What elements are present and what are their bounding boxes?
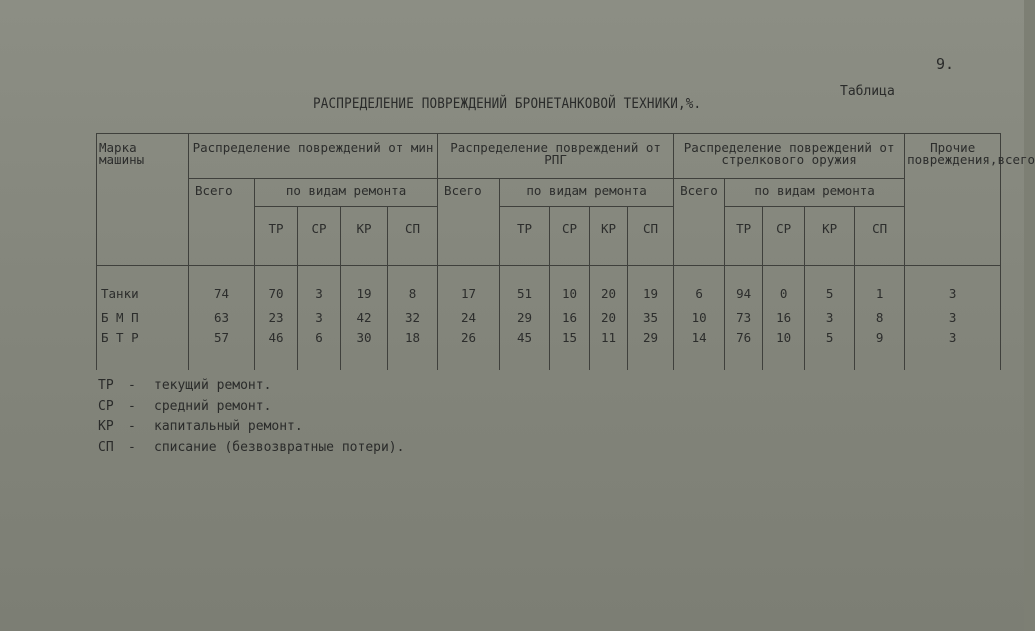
legend-dash: - xyxy=(128,378,136,393)
row-label-btr: Б Т Р xyxy=(97,328,189,370)
header-rpg-sp: СП xyxy=(628,207,674,266)
header-rpg-tr: ТР xyxy=(500,207,550,266)
table-cell: 35 xyxy=(628,306,674,328)
legend-item xyxy=(98,376,404,397)
legend-text: списание (безвозвратные потери). xyxy=(154,439,405,455)
header-rpg-by-type: по видам ремонта xyxy=(500,179,674,207)
table-cell: 3 xyxy=(905,328,1001,370)
document-title: РАСПРЕДЕЛЕНИЕ ПОВРЕЖДЕНИЙ БРОНЕТАНКОВОЙ ТЕХНИКИ,%. xyxy=(313,96,702,112)
table-cell: 20 xyxy=(590,266,628,307)
header-row-groups xyxy=(97,134,1001,179)
legend-dash: - xyxy=(128,398,136,414)
header-rpg-kr: КР xyxy=(590,207,628,266)
table-cell: 17 xyxy=(438,266,500,307)
header-group-small-arms: Распределение повреждений от стрелкового оружия xyxy=(674,134,905,179)
table-cell: 30 xyxy=(341,328,388,370)
table-cell: 63 xyxy=(189,306,255,328)
legend-abbreviation: СР xyxy=(98,398,114,414)
legend-dash: - xyxy=(128,439,136,455)
abbreviations-legend xyxy=(98,376,404,458)
legend-item xyxy=(98,417,404,438)
table-cell: 19 xyxy=(341,266,388,307)
table-cell: 8 xyxy=(855,306,905,328)
table-cell: 23 xyxy=(255,306,298,328)
header-rpg-total: Всего xyxy=(438,179,500,266)
table-cell: 19 xyxy=(628,266,674,307)
table-cell: 32 xyxy=(388,306,438,328)
table-cell: 11 xyxy=(590,328,628,370)
table-cell: 10 xyxy=(550,266,590,307)
table-row xyxy=(97,328,1001,370)
header-mines-kr: КР xyxy=(341,207,388,266)
table-cell: 3 xyxy=(905,306,1001,328)
header-vehicle-type: Марка машины xyxy=(97,134,189,266)
table-cell: 76 xyxy=(725,328,763,370)
header-small-arms-sp: СП xyxy=(855,207,905,266)
table-cell: 57 xyxy=(189,328,255,370)
header-rpg-sr: СР xyxy=(550,207,590,266)
table-cell: 16 xyxy=(550,306,590,328)
table-cell: 0 xyxy=(763,266,805,307)
table-cell: 5 xyxy=(805,328,855,370)
table-row xyxy=(97,266,1001,307)
table-cell: 45 xyxy=(500,328,550,370)
header-small-arms-sr: СР xyxy=(763,207,805,266)
table-cell: 6 xyxy=(674,266,725,307)
table-cell: 51 xyxy=(500,266,550,307)
legend-abbreviation: СП xyxy=(98,439,114,455)
table-cell: 14 xyxy=(674,328,725,370)
header-small-arms-tr: ТР xyxy=(725,207,763,266)
row-label-tanks: Танки xyxy=(97,266,189,307)
table-cell: 42 xyxy=(341,306,388,328)
table-row xyxy=(97,306,1001,328)
table-cell: 73 xyxy=(725,306,763,328)
table-cell: 70 xyxy=(255,266,298,307)
table-cell: 1 xyxy=(855,266,905,307)
table-cell: 24 xyxy=(438,306,500,328)
table-cell: 94 xyxy=(725,266,763,307)
header-mines-sp: СП xyxy=(388,207,438,266)
table-cell: 20 xyxy=(590,306,628,328)
table-cell: 46 xyxy=(255,328,298,370)
header-mines-sr: СР xyxy=(298,207,341,266)
row-label-bmp: Б М П xyxy=(97,306,189,328)
table-cell: 3 xyxy=(298,306,341,328)
table-cell: 3 xyxy=(905,266,1001,307)
legend-item xyxy=(98,438,404,459)
table-cell: 3 xyxy=(805,306,855,328)
header-group-mines: Распределение повреждений от мин xyxy=(189,134,438,179)
table-cell: 6 xyxy=(298,328,341,370)
header-mines-total: Всего xyxy=(189,179,255,266)
damage-distribution-table xyxy=(96,133,1035,370)
header-mines-by-type: по видам ремонта xyxy=(255,179,438,207)
table-cell: 8 xyxy=(388,266,438,307)
table-cell: 29 xyxy=(500,306,550,328)
header-small-arms-by-type: по видам ремонта xyxy=(725,179,905,207)
header-other-damage: Прочие повреждения,всего xyxy=(905,134,1001,266)
legend-text: средний ремонт. xyxy=(154,398,272,414)
table-cell: 10 xyxy=(674,306,725,328)
table-cell: 15 xyxy=(550,328,590,370)
header-small-arms-kr: КР xyxy=(805,207,855,266)
table-cell: 10 xyxy=(763,328,805,370)
table-cell: 74 xyxy=(189,266,255,307)
legend-item xyxy=(98,397,404,418)
page-number: 9. xyxy=(936,55,955,73)
legend-abbreviation: КР xyxy=(98,419,114,434)
table-cell: 3 xyxy=(298,266,341,307)
table-label: Таблица xyxy=(840,84,895,99)
header-row-subgroups xyxy=(97,179,1001,207)
header-group-rpg: Распределение повреждений от РПГ xyxy=(438,134,674,179)
table-cell: 26 xyxy=(438,328,500,370)
table-cell: 16 xyxy=(763,306,805,328)
header-small-arms-total: Всего xyxy=(674,179,725,266)
legend-text: текущий ремонт. xyxy=(154,378,272,393)
table-cell: 29 xyxy=(628,328,674,370)
table-cell: 9 xyxy=(855,328,905,370)
header-mines-tr: ТР xyxy=(255,207,298,266)
table-cell: 18 xyxy=(388,328,438,370)
legend-dash: - xyxy=(128,419,136,434)
legend-text: капитальный ремонт. xyxy=(154,419,303,434)
legend-abbreviation: ТР xyxy=(98,378,114,393)
table-cell: 5 xyxy=(805,266,855,307)
